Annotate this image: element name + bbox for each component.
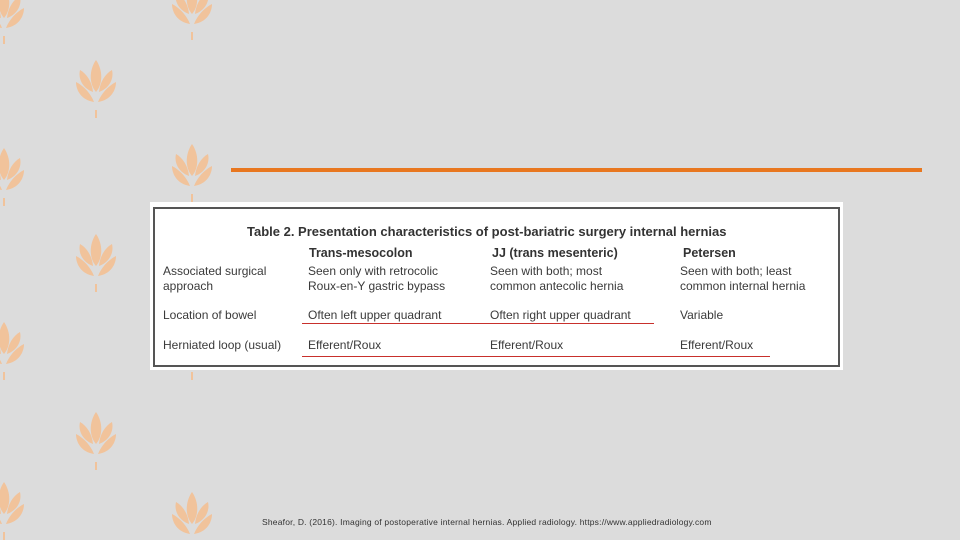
cell-approach-trans-mesocolon: Seen only with retrocolic Roux-en-Y gastric bypass bbox=[308, 264, 446, 293]
column-header-trans-mesocolon: Trans-mesocolon bbox=[309, 246, 413, 260]
cell-location-petersen: Variable bbox=[680, 308, 724, 322]
column-header-jj: JJ (trans mesenteric) bbox=[492, 246, 618, 260]
table-title: Table 2. Presentation characteristics of post-bariatric surgery internal hernias bbox=[247, 224, 727, 239]
cell-loop-trans-mesocolon: Efferent/Roux bbox=[308, 338, 382, 352]
cell-loop-petersen: Efferent/Roux bbox=[680, 338, 754, 352]
table-image bbox=[150, 202, 843, 370]
cell-location-trans-mesocolon: Often left upper quadrant bbox=[308, 308, 442, 322]
cell-loop-jj: Efferent/Roux bbox=[490, 338, 564, 352]
citation-text: Sheafor, D. (2016). Imaging of postoperative internal hernias. Applied radiology. https://www.appliedradiology.com bbox=[262, 517, 712, 527]
cell-approach-jj: Seen with both; most common antecolic hernia bbox=[490, 264, 624, 293]
cell-approach-petersen: Seen with both; least common internal hernia bbox=[680, 264, 806, 293]
row-label-location: Location of bowel bbox=[163, 308, 257, 322]
annotation-underline bbox=[302, 356, 770, 357]
column-header-petersen: Petersen bbox=[683, 246, 736, 260]
cell-location-jj: Often right upper quadrant bbox=[490, 308, 631, 322]
annotation-underline bbox=[302, 323, 654, 324]
accent-divider bbox=[231, 168, 922, 172]
row-label-approach: Associated surgical approach bbox=[163, 264, 267, 293]
row-label-herniated-loop: Herniated loop (usual) bbox=[163, 338, 282, 352]
